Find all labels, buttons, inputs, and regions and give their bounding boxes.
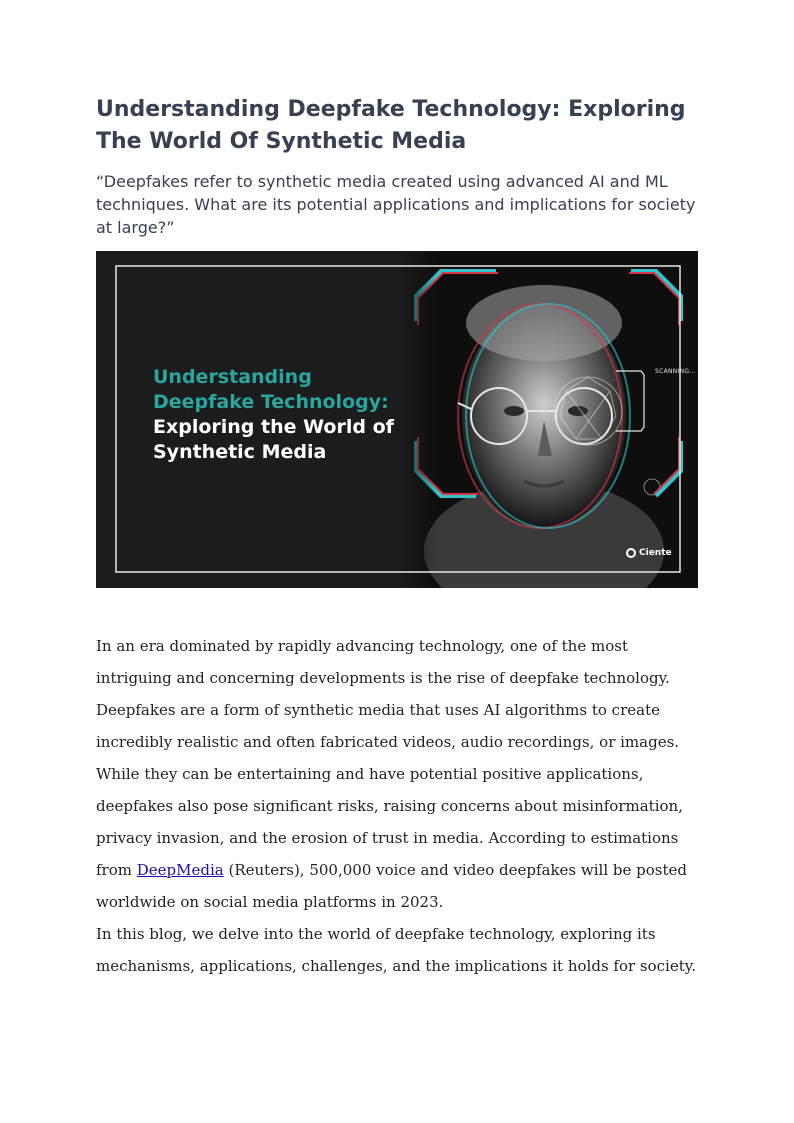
hero-heading-line3: Exploring the World of bbox=[153, 416, 394, 438]
intro-text-part1: In an era dominated by rapidly advancing technology, one of the most intriguing and concerning developments is the rise of deepfake technology. Deepfakes are a form of synthetic media that uses AI algorithms to create incredibly realistic and often fabricated videos, audio recordings, or images. While they can be entertaining and have potential positive applications, deepfakes also pose significant risks, raising concerns about misinformation, privacy invasion, and the erosion of trust in media. According to estimations from bbox=[96, 637, 683, 879]
hero-heading-line1: Understanding bbox=[153, 366, 312, 388]
page-title: Understanding Deepfake Technology: Exploring The World Of Synthetic Media bbox=[96, 97, 686, 154]
brand-logo bbox=[626, 548, 672, 558]
intro-text-part2: (Reuters), 500,000 voice and video deepfakes will be posted worldwide on social media platforms in 2023. bbox=[96, 861, 687, 911]
article-subtitle: “Deepfakes refer to synthetic media created using advanced AI and ML techniques. What are its potential applications and implications for society at large?” bbox=[96, 172, 696, 237]
intro-paragraph bbox=[96, 630, 698, 918]
hero-heading-line4: Synthetic Media bbox=[153, 441, 327, 463]
deepmedia-link[interactable]: DeepMedia bbox=[136, 861, 224, 879]
hero-heading-line2: Deepfake Technology: bbox=[153, 391, 389, 413]
brand-logo-text: Ciente bbox=[639, 548, 672, 558]
brand-logo-icon bbox=[626, 548, 636, 558]
scanning-label: SCANNING... bbox=[655, 368, 697, 375]
blog-overview-paragraph: In this blog, we delve into the world of deepfake technology, exploring its mechanisms, applications, challenges, and the implications it holds for society. bbox=[96, 925, 697, 975]
hero-image bbox=[96, 251, 698, 588]
hero-heading bbox=[153, 365, 394, 465]
